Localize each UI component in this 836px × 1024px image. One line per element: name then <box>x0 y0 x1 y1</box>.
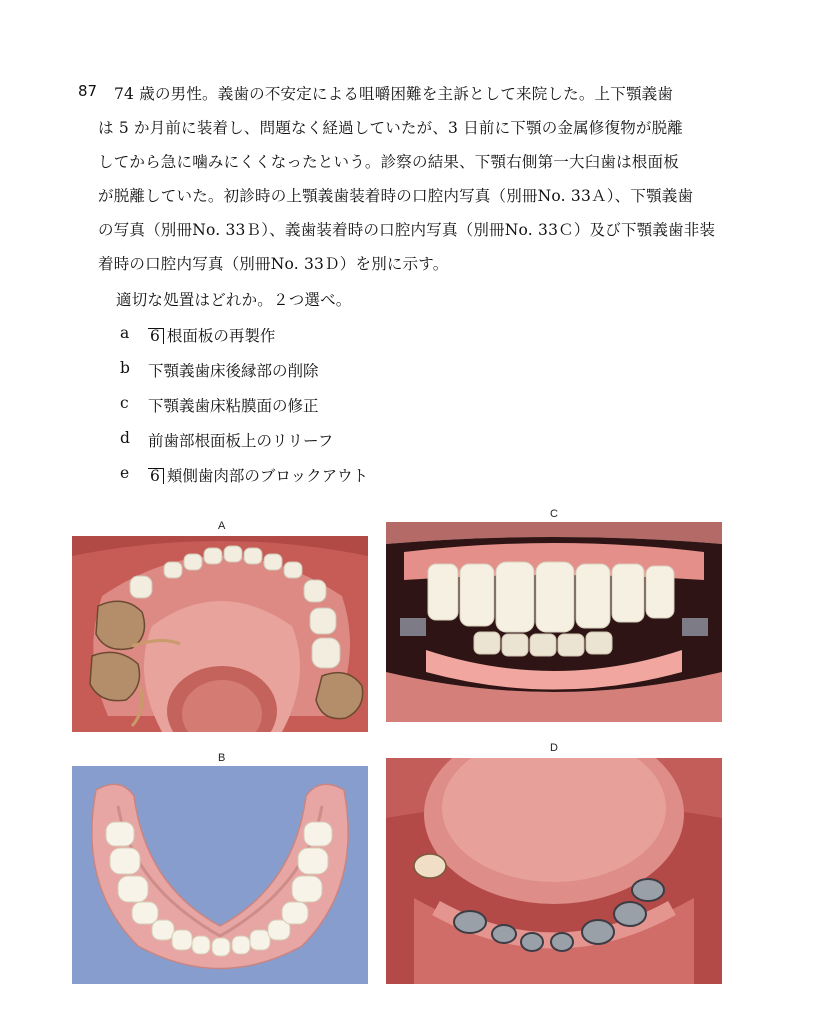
tooth-notation: 6 <box>148 468 164 484</box>
choice-letter: a <box>120 324 130 342</box>
choice-text: 前歯部根面板上のリリーフ <box>148 432 334 450</box>
question-instruction: 適切な処置はどれか。２つ選べ。 <box>116 291 352 309</box>
choice-text: 頬側歯肉部のブロックアウト <box>166 467 369 485</box>
photo-c-frontal-occlusion <box>386 522 722 722</box>
question-stem-line-5: の写真（別冊No. 33Ｂ）、義歯装着時の口腔内写真（別冊No. 33Ｃ）及び下顎義歯非装 <box>98 221 716 239</box>
question-stem-line-1: 74 歳の男性。義歯の不安定による咀嚼困難を主訴として来院した。上下顎義歯 <box>114 85 674 103</box>
photo-label-d: D <box>550 742 558 754</box>
photo-a-maxillary-denture <box>72 536 368 732</box>
choice-letter: c <box>120 394 129 412</box>
choice-letter: b <box>120 359 130 377</box>
choice-text: 下顎義歯床粘膜面の修正 <box>148 397 319 415</box>
choice-text: 根面板の再製作 <box>166 327 276 345</box>
photo-b-mandibular-denture <box>72 766 368 984</box>
question-number: 87 <box>78 82 98 100</box>
photo-label-c: C <box>550 508 558 520</box>
choice-text: 下顎義歯床後縁部の削除 <box>148 362 319 380</box>
question-stem-line-4: が脱離していた。初診時の上顎義歯装着時の口腔内写真（別冊No. 33Ａ）、下顎義歯 <box>98 187 694 205</box>
question-stem-line-3: してから急に噛みにくくなったという。診察の結果、下顎右側第一大臼歯は根面板 <box>98 153 679 171</box>
choice-letter: e <box>120 464 130 482</box>
question-stem-line-2: は 5 か月前に装着し、問題なく経過していたが、3 日前に下顎の金属修復物が脱離 <box>98 119 684 137</box>
photo-label-b: B <box>218 752 226 764</box>
tooth-notation: 6 <box>148 328 164 344</box>
photo-label-a: A <box>218 520 226 532</box>
choice-letter: d <box>120 429 130 447</box>
question-stem-line-6: 着時の口腔内写真（別冊No. 33Ｄ）を別に示す。 <box>98 255 449 273</box>
photo-d-mandible-root-caps <box>386 758 722 984</box>
